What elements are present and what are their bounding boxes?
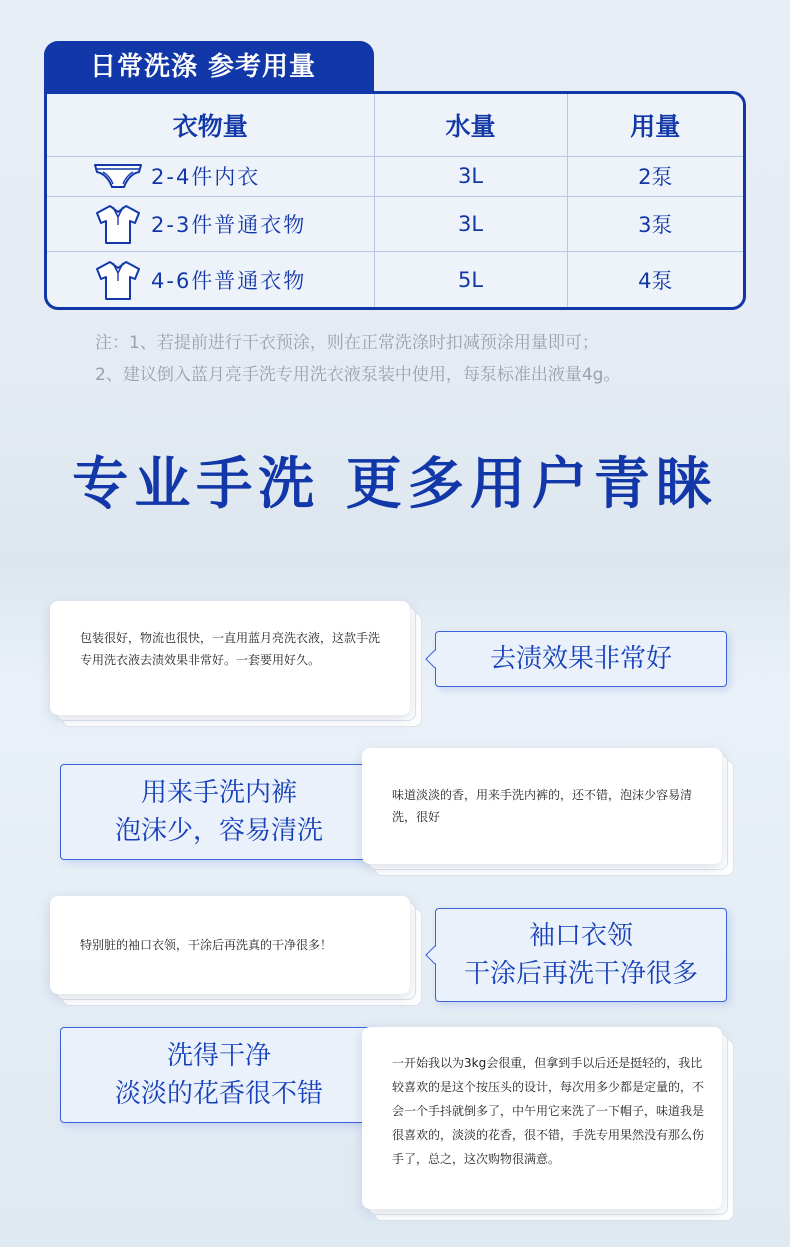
review-text: 味道淡淡的香，用来手洗内裤的，还不错，泡沫少容易清洗，很好 bbox=[392, 788, 693, 824]
usage-table bbox=[44, 91, 746, 310]
dose-cell: 2泵 bbox=[567, 156, 743, 196]
review-text: 特别脏的袖口衣领，干涂后再洗真的干净很多！ bbox=[80, 938, 333, 952]
note-line-2: 2、建议倒入蓝月亮手洗专用洗衣液泵装中使用，每泵标准出液量4g。 bbox=[95, 365, 621, 385]
review-tag-1 bbox=[435, 631, 727, 687]
water-cell: 3L bbox=[374, 196, 567, 252]
note-line-1: 注：1、若提前进行干衣预涂，则在正常洗涤时扣减预涂用量即可； bbox=[95, 333, 599, 353]
tag-line: 干涂后再洗干净很多 bbox=[463, 959, 698, 989]
header-clothes-amount: 衣物量 bbox=[47, 94, 374, 156]
section-headline: 专业手洗 更多用户青睐 bbox=[72, 452, 718, 517]
table-row bbox=[47, 156, 743, 196]
review-text: 一开始我以为3kg会很重，但拿到手以后还是挺轻的，我比较喜欢的是这个按压头的设计，每次用多少都是定量的，不会一个手抖就倒多了，中午用它来洗了一下帽子，味道我是很喜欢的，淡淡的花香，很不错，手洗专用果然没有那么伤手了，总之，这次购物很满意。 bbox=[392, 1056, 705, 1166]
review-tag-4 bbox=[60, 1027, 378, 1123]
dose-cell: 3泵 bbox=[567, 196, 743, 252]
header-dose-amount: 用量 bbox=[567, 94, 743, 156]
review-card-3 bbox=[50, 896, 410, 994]
table-row bbox=[47, 196, 743, 252]
review-card-2 bbox=[362, 748, 722, 864]
usage-table-tab-title: 日常洗涤 参考用量 bbox=[44, 41, 374, 93]
item-label: 2-4件内衣 bbox=[151, 165, 261, 190]
tag-line: 淡淡的花香很不错 bbox=[114, 1079, 323, 1109]
tag-line: 袖口衣领 bbox=[528, 921, 633, 951]
review-tag-2 bbox=[60, 764, 378, 860]
table-header-row bbox=[47, 94, 743, 156]
underwear-icon bbox=[93, 162, 143, 190]
table-row bbox=[47, 252, 743, 307]
review-text: 包装很好，物流也很快，一直用蓝月亮洗衣液，这款手洗专用洗衣液去渍效果非常好。一套要用好久。 bbox=[80, 631, 381, 667]
dose-cell: 4泵 bbox=[567, 252, 743, 307]
water-cell: 3L bbox=[374, 156, 567, 196]
item-cell bbox=[47, 252, 374, 307]
tag-line: 洗得干净 bbox=[166, 1041, 271, 1071]
water-cell: 5L bbox=[374, 252, 567, 307]
tag-line: 泡沫少，容易清洗 bbox=[114, 816, 323, 846]
tag-line: 去渍效果非常好 bbox=[489, 644, 672, 674]
review-tag-3 bbox=[435, 908, 727, 1002]
item-cell bbox=[47, 196, 374, 252]
header-water-amount: 水量 bbox=[374, 94, 567, 156]
shirt-icon bbox=[93, 203, 143, 245]
review-card-1 bbox=[50, 601, 410, 715]
item-cell bbox=[47, 156, 374, 196]
item-label: 2-3件普通衣物 bbox=[151, 213, 307, 238]
shirt-icon bbox=[93, 259, 143, 301]
review-card-4 bbox=[362, 1027, 722, 1209]
item-label: 4-6件普通衣物 bbox=[151, 268, 307, 293]
usage-notes bbox=[95, 327, 620, 391]
tag-line: 用来手洗内裤 bbox=[140, 778, 297, 808]
